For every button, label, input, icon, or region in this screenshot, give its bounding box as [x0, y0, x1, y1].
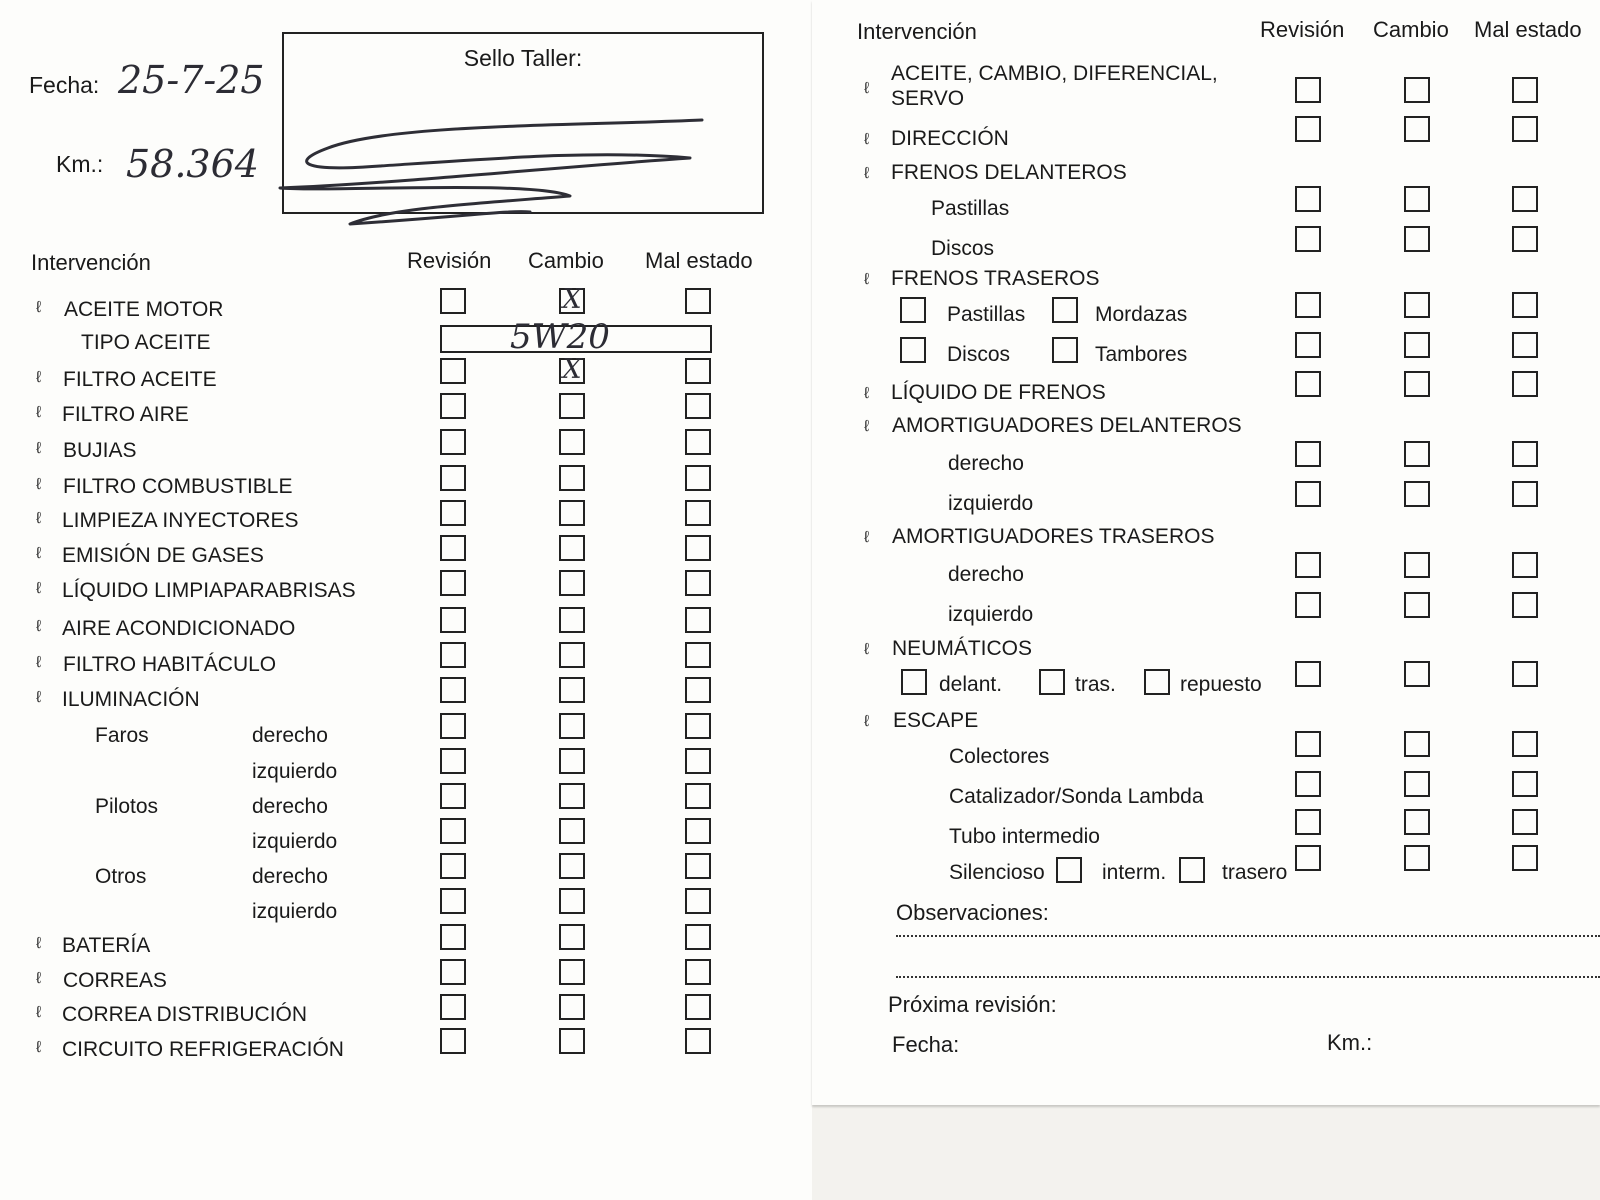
- right-row-5-cambio-checkbox[interactable]: [1404, 332, 1430, 358]
- item-limpieza-inyectores: LIMPIEZA INYECTORES: [62, 509, 299, 532]
- ft-discos: Discos: [947, 343, 1011, 366]
- ft-pastillas: Pastillas: [947, 303, 1026, 326]
- bullet-icon: ℓ: [36, 440, 42, 457]
- neum-tras: tras.: [1075, 673, 1116, 696]
- right-row-9-cambio-checkbox[interactable]: [1404, 552, 1430, 578]
- left-row-6-cambio-checkbox[interactable]: [559, 535, 585, 561]
- bullet-icon: ℓ: [864, 165, 870, 182]
- right-row-2-mal-estado-checkbox[interactable]: [1512, 186, 1538, 212]
- left-row-3-revision-checkbox[interactable]: [440, 429, 466, 455]
- col-header-intervencion: Intervención: [31, 250, 151, 275]
- left-row-11-cambio-checkbox[interactable]: [559, 713, 585, 739]
- left-row-3-mal-estado-checkbox[interactable]: [685, 429, 711, 455]
- left-row-10-cambio-checkbox[interactable]: [559, 677, 585, 703]
- proxima-fecha-label: Fecha:: [892, 1032, 960, 1057]
- right-row-13-revision-checkbox[interactable]: [1295, 771, 1321, 797]
- left-row-8-mal-estado-checkbox[interactable]: [685, 607, 711, 633]
- col-header-mal-estado: Mal estado: [1474, 17, 1582, 42]
- right-row-11-cambio-checkbox[interactable]: [1404, 661, 1430, 687]
- item-circuito-refrigeracion: CIRCUITO REFRIGERACIÓN: [62, 1038, 344, 1061]
- right-row-14-cambio-checkbox[interactable]: [1404, 809, 1430, 835]
- left-row-2-mal-estado-checkbox[interactable]: [685, 393, 711, 419]
- left-row-12-cambio-checkbox[interactable]: [559, 748, 585, 774]
- item-correa-distribucion: CORREA DISTRIBUCIÓN: [62, 1003, 308, 1026]
- lighting-faros: Faros: [95, 724, 149, 747]
- observaciones-line-1[interactable]: [896, 935, 1600, 937]
- left-row-14-mal-estado-checkbox[interactable]: [685, 818, 711, 844]
- right-row-13-mal-estado-checkbox[interactable]: [1512, 771, 1538, 797]
- signature-scribble: [270, 100, 730, 240]
- right-row-2-cambio-checkbox[interactable]: [1404, 186, 1430, 212]
- left-row-2-revision-checkbox[interactable]: [440, 393, 466, 419]
- km-label: Km.:: [56, 151, 104, 177]
- bullet-icon: ℓ: [36, 510, 42, 527]
- col-header-intervencion: Intervención: [857, 19, 977, 44]
- right-row-12-mal-estado-checkbox[interactable]: [1512, 731, 1538, 757]
- left-row-10-revision-checkbox[interactable]: [440, 677, 466, 703]
- right-row-5-revision-checkbox[interactable]: [1295, 332, 1321, 358]
- bullet-icon: ℓ: [864, 529, 870, 546]
- at-derecho: derecho: [948, 563, 1024, 586]
- at-izquierdo: izquierdo: [948, 603, 1034, 626]
- esc-interm-checkbox[interactable]: [1179, 857, 1205, 883]
- right-row-14-mal-estado-checkbox[interactable]: [1512, 809, 1538, 835]
- item-filtro-aire: FILTRO AIRE: [62, 403, 189, 426]
- neum-repuesto-checkbox[interactable]: [1144, 669, 1170, 695]
- right-row-10-mal-estado-checkbox[interactable]: [1512, 592, 1538, 618]
- esc-tubo-intermedio: Tubo intermedio: [949, 825, 1100, 848]
- right-row-1-mal-estado-checkbox[interactable]: [1512, 116, 1538, 142]
- bullet-icon: ℓ: [864, 385, 870, 402]
- item-frenos-traseros: FRENOS TRASEROS: [891, 267, 1100, 290]
- ft-mordazas-checkbox[interactable]: [1052, 297, 1078, 323]
- left-row-3-cambio-checkbox[interactable]: [559, 429, 585, 455]
- bullet-icon: ℓ: [36, 689, 42, 706]
- proxima-revision-label: Próxima revisión:: [888, 992, 1057, 1017]
- item-neumaticos: NEUMÁTICOS: [892, 637, 1033, 660]
- left-row-16-cambio-checkbox[interactable]: [559, 888, 585, 914]
- item-aire-acondicionado: AIRE ACONDICIONADO: [62, 617, 296, 640]
- ad-izquierdo: izquierdo: [948, 492, 1034, 515]
- otros-izquierdo: izquierdo: [252, 900, 338, 923]
- bullet-icon: ℓ: [36, 545, 42, 562]
- left-row-13-revision-checkbox[interactable]: [440, 783, 466, 809]
- right-row-6-revision-checkbox[interactable]: [1295, 371, 1321, 397]
- item-liquido-frenos: LÍQUIDO DE FRENOS: [891, 381, 1106, 404]
- right-row-6-cambio-checkbox[interactable]: [1404, 371, 1430, 397]
- left-row-16-revision-checkbox[interactable]: [440, 888, 466, 914]
- faros-derecho: derecho: [252, 724, 328, 747]
- bullet-icon: ℓ: [36, 935, 42, 952]
- left-row-17-mal-estado-checkbox[interactable]: [685, 924, 711, 950]
- left-row-7-revision-checkbox[interactable]: [440, 570, 466, 596]
- left-row-18-mal-estado-checkbox[interactable]: [685, 959, 711, 985]
- right-row-1-revision-checkbox[interactable]: [1295, 116, 1321, 142]
- right-row-3-cambio-checkbox[interactable]: [1404, 226, 1430, 252]
- fd-discos: Discos: [931, 237, 995, 260]
- right-row-10-cambio-checkbox[interactable]: [1404, 592, 1430, 618]
- stamp-label: Sello Taller:: [463, 45, 583, 71]
- ft-tambores: Tambores: [1095, 343, 1188, 366]
- right-row-14-revision-checkbox[interactable]: [1295, 809, 1321, 835]
- left-row-16-mal-estado-checkbox[interactable]: [685, 888, 711, 914]
- item-aceite-servo: SERVO: [891, 87, 965, 110]
- bullet-icon: ℓ: [36, 299, 42, 316]
- left-row-19-cambio-checkbox[interactable]: [559, 994, 585, 1020]
- left-row-4-mal-estado-checkbox[interactable]: [685, 465, 711, 491]
- right-row-6-mal-estado-checkbox[interactable]: [1512, 371, 1538, 397]
- fd-pastillas: Pastillas: [931, 197, 1010, 220]
- right-row-7-cambio-checkbox[interactable]: [1404, 441, 1430, 467]
- observaciones-label: Observaciones:: [896, 900, 1049, 925]
- left-row-13-mal-estado-checkbox[interactable]: [685, 783, 711, 809]
- bullet-icon: ℓ: [36, 369, 42, 386]
- item-iluminacion: ILUMINACIÓN: [62, 688, 200, 711]
- right-row-7-mal-estado-checkbox[interactable]: [1512, 441, 1538, 467]
- right-row-11-revision-checkbox[interactable]: [1295, 661, 1321, 687]
- right-row-0-cambio-checkbox[interactable]: [1404, 77, 1430, 103]
- right-row-15-cambio-checkbox[interactable]: [1404, 845, 1430, 871]
- left-row-6-mal-estado-checkbox[interactable]: [685, 535, 711, 561]
- pilotos-izquierdo: izquierdo: [252, 830, 338, 853]
- esc-interm: interm.: [1102, 861, 1167, 884]
- esc-colectores: Colectores: [949, 745, 1050, 768]
- right-row-0-revision-checkbox[interactable]: [1295, 77, 1321, 103]
- right-row-8-cambio-checkbox[interactable]: [1404, 481, 1430, 507]
- right-row-12-revision-checkbox[interactable]: [1295, 731, 1321, 757]
- item-amort-traseros: AMORTIGUADORES TRASEROS: [892, 525, 1215, 548]
- right-row-7-revision-checkbox[interactable]: [1295, 441, 1321, 467]
- left-row-8-revision-checkbox[interactable]: [440, 607, 466, 633]
- esc-catalizador: Catalizador/Sonda Lambda: [949, 785, 1204, 808]
- right-row-8-mal-estado-checkbox[interactable]: [1512, 481, 1538, 507]
- faros-izquierdo: izquierdo: [252, 760, 338, 783]
- right-row-12-cambio-checkbox[interactable]: [1404, 731, 1430, 757]
- right-row-4-revision-checkbox[interactable]: [1295, 292, 1321, 318]
- col-header-cambio: Cambio: [1373, 17, 1449, 42]
- right-row-3-mal-estado-checkbox[interactable]: [1512, 226, 1538, 252]
- esc-silencioso: Silencioso: [949, 861, 1045, 884]
- left-row-17-revision-checkbox[interactable]: [440, 924, 466, 950]
- bullet-icon: ℓ: [36, 404, 42, 421]
- bullet-icon: ℓ: [36, 1004, 42, 1021]
- otros-derecho: derecho: [252, 865, 328, 888]
- left-row-5-cambio-checkbox[interactable]: [559, 500, 585, 526]
- item-correas: CORREAS: [63, 969, 167, 992]
- col-header-cambio: Cambio: [528, 248, 604, 273]
- left-row-4-cambio-checkbox[interactable]: [559, 465, 585, 491]
- oil-type-value: 5W20: [510, 317, 610, 357]
- neum-tras-checkbox[interactable]: [1039, 669, 1065, 695]
- right-row-3-revision-checkbox[interactable]: [1295, 226, 1321, 252]
- right-row-4-cambio-checkbox[interactable]: [1404, 292, 1430, 318]
- left-row-17-cambio-checkbox[interactable]: [559, 924, 585, 950]
- left-row-19-revision-checkbox[interactable]: [440, 994, 466, 1020]
- fecha-label: Fecha:: [29, 72, 100, 98]
- item-amort-delanteros: AMORTIGUADORES DELANTEROS: [892, 414, 1242, 437]
- item-emision-gases: EMISIÓN DE GASES: [62, 544, 264, 567]
- left-row-9-revision-checkbox[interactable]: [440, 642, 466, 668]
- right-row-9-revision-checkbox[interactable]: [1295, 552, 1321, 578]
- item-aceite-diferencial: ACEITE, CAMBIO, DIFERENCIAL,: [891, 62, 1218, 85]
- left-row-8-cambio-checkbox[interactable]: [559, 607, 585, 633]
- bullet-icon: ℓ: [864, 131, 870, 148]
- col-header-mal-estado: Mal estado: [645, 248, 753, 273]
- oil-type-field[interactable]: [440, 317, 712, 357]
- right-row-13-cambio-checkbox[interactable]: [1404, 771, 1430, 797]
- item-frenos-delanteros: FRENOS DELANTEROS: [891, 161, 1127, 184]
- esc-trasero: trasero: [1222, 861, 1288, 884]
- observaciones-line-2[interactable]: [896, 976, 1600, 978]
- left-row-1-revision-checkbox[interactable]: [440, 358, 466, 384]
- bullet-icon: ℓ: [36, 476, 42, 493]
- check-mark-cambio: X: [562, 284, 582, 315]
- left-row-20-cambio-checkbox[interactable]: [559, 1028, 585, 1054]
- item-bateria: BATERÍA: [62, 934, 151, 957]
- left-row-9-mal-estado-checkbox[interactable]: [685, 642, 711, 668]
- esc-silencioso-checkbox[interactable]: [1056, 857, 1082, 883]
- left-row-10-mal-estado-checkbox[interactable]: [685, 677, 711, 703]
- bullet-icon: ℓ: [36, 970, 42, 987]
- left-row-7-cambio-checkbox[interactable]: [559, 570, 585, 596]
- left-row-18-cambio-checkbox[interactable]: [559, 959, 585, 985]
- left-row-11-revision-checkbox[interactable]: [440, 713, 466, 739]
- lighting-otros: Otros: [95, 865, 147, 888]
- left-row-12-revision-checkbox[interactable]: [440, 748, 466, 774]
- right-row-9-mal-estado-checkbox[interactable]: [1512, 552, 1538, 578]
- left-row-13-cambio-checkbox[interactable]: [559, 783, 585, 809]
- right-row-0-mal-estado-checkbox[interactable]: [1512, 77, 1538, 103]
- bullet-icon: ℓ: [864, 418, 870, 435]
- right-row-1-cambio-checkbox[interactable]: [1404, 116, 1430, 142]
- left-row-19-mal-estado-checkbox[interactable]: [685, 994, 711, 1020]
- item-filtro-aceite: FILTRO ACEITE: [63, 368, 217, 391]
- ft-pastillas-checkbox[interactable]: [900, 297, 926, 323]
- left-row-6-revision-checkbox[interactable]: [440, 535, 466, 561]
- ad-derecho: derecho: [948, 452, 1024, 475]
- right-row-4-mal-estado-checkbox[interactable]: [1512, 292, 1538, 318]
- left-row-15-revision-checkbox[interactable]: [440, 853, 466, 879]
- left-row-20-mal-estado-checkbox[interactable]: [685, 1028, 711, 1054]
- left-row-0-revision-checkbox[interactable]: [440, 288, 466, 314]
- left-row-14-cambio-checkbox[interactable]: [559, 818, 585, 844]
- neum-delant: delant.: [939, 673, 1003, 696]
- right-row-15-revision-checkbox[interactable]: [1295, 845, 1321, 871]
- left-row-5-revision-checkbox[interactable]: [440, 500, 466, 526]
- ft-mordazas: Mordazas: [1095, 303, 1188, 326]
- bullet-icon: ℓ: [864, 641, 870, 658]
- right-row-11-mal-estado-checkbox[interactable]: [1512, 661, 1538, 687]
- left-row-9-cambio-checkbox[interactable]: [559, 642, 585, 668]
- item-filtro-habitaculo: FILTRO HABITÁCULO: [63, 653, 277, 676]
- left-row-18-revision-checkbox[interactable]: [440, 959, 466, 985]
- left-row-7-mal-estado-checkbox[interactable]: [685, 570, 711, 596]
- bullet-icon: ℓ: [36, 618, 42, 635]
- right-row-5-mal-estado-checkbox[interactable]: [1512, 332, 1538, 358]
- left-row-15-mal-estado-checkbox[interactable]: [685, 853, 711, 879]
- bullet-icon: ℓ: [36, 580, 42, 597]
- right-row-2-revision-checkbox[interactable]: [1295, 186, 1321, 212]
- bullet-icon: ℓ: [36, 1039, 42, 1056]
- item-direccion: DIRECCIÓN: [891, 127, 1009, 150]
- left-row-2-cambio-checkbox[interactable]: [559, 393, 585, 419]
- neum-delant-checkbox[interactable]: [901, 669, 927, 695]
- col-header-revision: Revisión: [1260, 17, 1345, 42]
- bullet-icon: ℓ: [36, 654, 42, 671]
- left-row-1-mal-estado-checkbox[interactable]: [685, 358, 711, 384]
- left-row-12-mal-estado-checkbox[interactable]: [685, 748, 711, 774]
- left-row-5-mal-estado-checkbox[interactable]: [685, 500, 711, 526]
- right-row-15-mal-estado-checkbox[interactable]: [1512, 845, 1538, 871]
- proxima-km-label: Km.:: [1327, 1030, 1373, 1055]
- left-row-20-revision-checkbox[interactable]: [440, 1028, 466, 1054]
- right-row-10-revision-checkbox[interactable]: [1295, 592, 1321, 618]
- ft-discos-checkbox[interactable]: [900, 337, 926, 363]
- left-row-11-mal-estado-checkbox[interactable]: [685, 713, 711, 739]
- item-filtro-combustible: FILTRO COMBUSTIBLE: [63, 475, 293, 498]
- item-bujias: BUJIAS: [63, 439, 137, 462]
- left-row-14-revision-checkbox[interactable]: [440, 818, 466, 844]
- lighting-pilotos: Pilotos: [95, 795, 159, 818]
- maintenance-card-right-page: [812, 0, 1600, 1105]
- neum-repuesto: repuesto: [1180, 673, 1262, 696]
- left-row-0-mal-estado-checkbox[interactable]: [685, 288, 711, 314]
- left-row-4-revision-checkbox[interactable]: [440, 465, 466, 491]
- ft-tambores-checkbox[interactable]: [1052, 337, 1078, 363]
- col-header-revision: Revisión: [407, 248, 492, 273]
- item-aceite-motor: ACEITE MOTOR: [64, 298, 224, 321]
- bullet-icon: ℓ: [864, 271, 870, 288]
- bullet-icon: ℓ: [864, 713, 870, 730]
- check-mark-cambio: X: [562, 354, 582, 385]
- item-tipo-aceite: TIPO ACEITE: [81, 331, 211, 354]
- item-escape: ESCAPE: [893, 709, 979, 732]
- left-row-15-cambio-checkbox[interactable]: [559, 853, 585, 879]
- bullet-icon: ℓ: [864, 80, 870, 97]
- pilotos-derecho: derecho: [252, 795, 328, 818]
- right-row-8-revision-checkbox[interactable]: [1295, 481, 1321, 507]
- fecha-value[interactable]: 25-7-25: [118, 58, 265, 102]
- item-liquido-limpiaparabrisas: LÍQUIDO LIMPIAPARABRISAS: [62, 579, 356, 602]
- km-value[interactable]: 58.364: [126, 142, 259, 186]
